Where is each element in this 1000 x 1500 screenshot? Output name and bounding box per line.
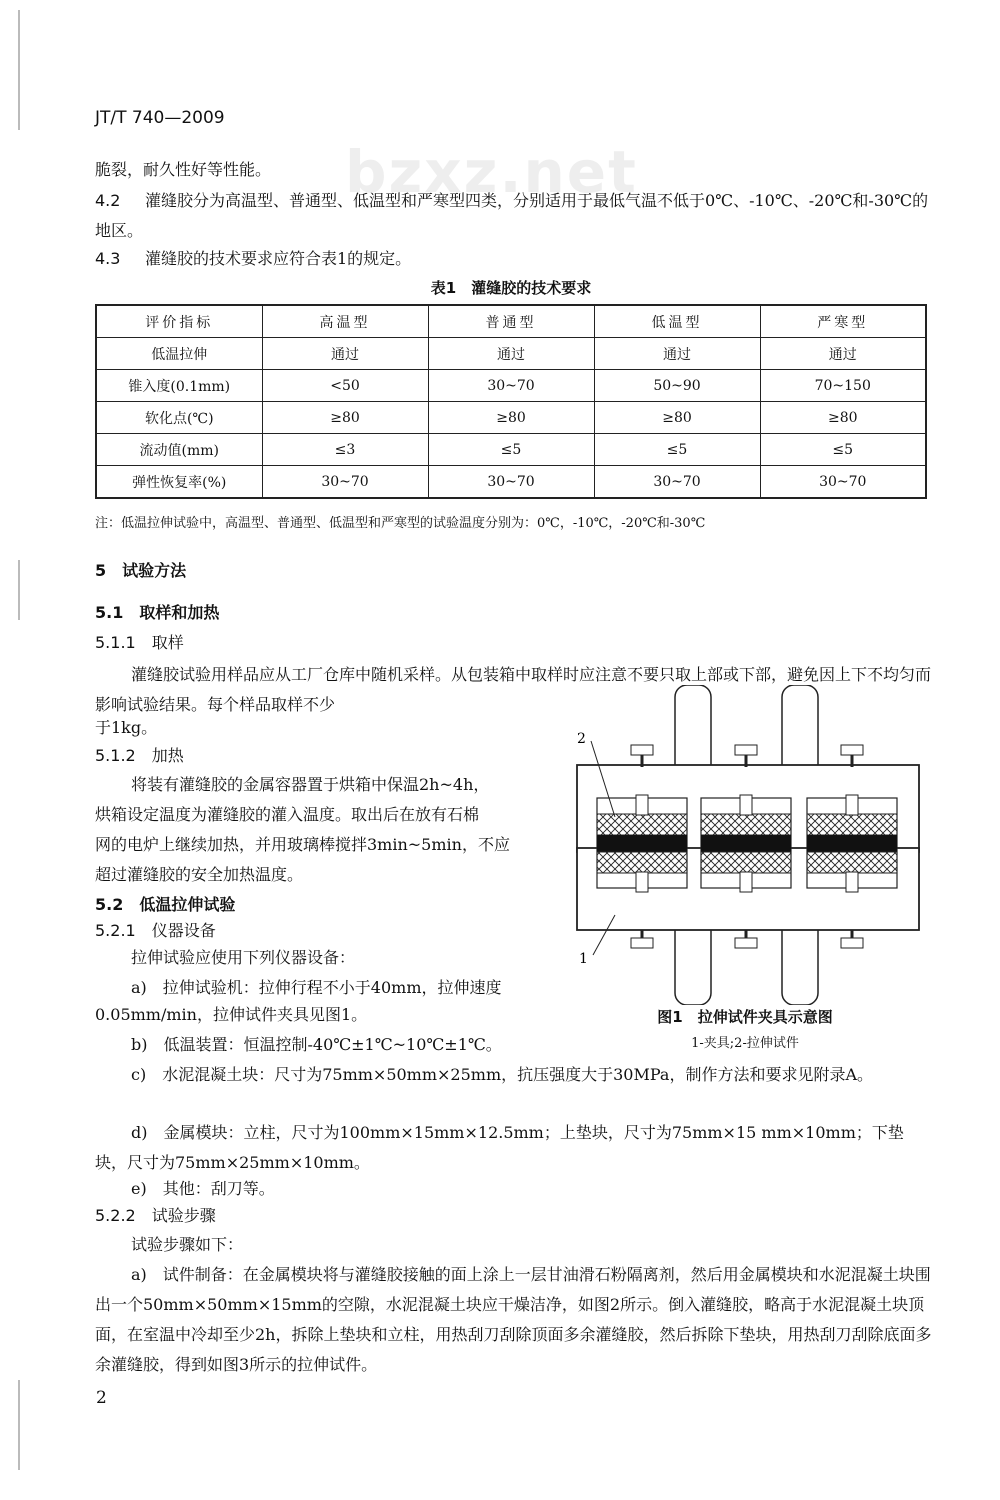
equipment-item-e: e) 其他：刮刀等。 bbox=[131, 1179, 275, 1198]
table-cell: 50~90 bbox=[594, 370, 760, 402]
section-5-1-2-heading: 5.1.2 加热 bbox=[95, 746, 184, 765]
table-cell: ≤5 bbox=[760, 434, 926, 466]
table-note: 注：低温拉伸试验中，高温型、普通型、低温型和严寒型的试验温度分别为：0℃，-10℃，-20℃和-30℃ bbox=[95, 516, 706, 531]
step-a: a) 试件制备：在金属模块将与灌缝胶接触的面上涂上一层甘油滑石粉隔离剂，然后用金属模块和水泥混凝土块围出一个50mm×50mm×15mm的空隙，水泥混凝土块应干燥洁净，如图2所示。倒入灌缝胶，略高于水泥混凝土块顶面，在室温中冷却至少2h，拆除上垫块和立柱，用热刮刀刮除顶面多余灌缝胶，然后拆除下垫块，用热刮刀刮除底面多余灌缝胶，得到如图3所示的拉伸试件。 bbox=[95, 1265, 932, 1374]
scan-edge-line bbox=[18, 1380, 20, 1470]
spec-table bbox=[95, 304, 927, 499]
table-header-cell: 评价指标 bbox=[96, 305, 262, 338]
clause-text: 灌缝胶的技术要求应符合表1的规定。 bbox=[145, 249, 412, 268]
table-cell: 通过 bbox=[594, 338, 760, 370]
bolt bbox=[735, 745, 757, 767]
bolt bbox=[735, 930, 757, 948]
table-header-cell: 普通型 bbox=[428, 305, 594, 338]
fixture-diagram bbox=[575, 685, 935, 1005]
sampling-paragraph-end: 于1kg。 bbox=[95, 718, 158, 737]
table-cell: 70~150 bbox=[760, 370, 926, 402]
intro-line: 脆裂，耐久性好等性能。 bbox=[95, 160, 272, 179]
table-cell: 30~70 bbox=[428, 466, 594, 499]
table-row bbox=[96, 402, 926, 434]
table-cell: ≤5 bbox=[428, 434, 594, 466]
clause-number: 4.3 bbox=[95, 249, 121, 268]
bolt bbox=[841, 930, 863, 948]
label-1: 1 bbox=[579, 951, 588, 967]
standard-code-header: JT/T 740—2009 bbox=[95, 108, 225, 128]
table-cell: 30~70 bbox=[262, 466, 428, 499]
equipment-item-a-cont: 0.05mm/min，拉伸试件夹具见图1。 bbox=[95, 1005, 368, 1024]
table-cell: 软化点(℃) bbox=[96, 402, 262, 434]
table-cell: 30~70 bbox=[428, 370, 594, 402]
equipment-item-d: d) 金属模块：立柱，尺寸为100mm×15mm×12.5mm；上垫块，尺寸为75mm×15 mm×10mm；下垫块，尺寸为75mm×25mm×10mm。 bbox=[95, 1123, 904, 1172]
specimen-cell bbox=[597, 795, 687, 892]
table-cell: 弹性恢复率(%) bbox=[96, 466, 262, 499]
table-row bbox=[96, 466, 926, 499]
section-5-1-heading: 5.1 取样和加热 bbox=[95, 603, 220, 622]
bolt bbox=[631, 745, 653, 767]
sampling-paragraph: 灌缝胶试验用样品应从工厂仓库中随机采样。从包装箱中取样时应注意不要只取上部或下部，避免因上下不均匀而影响试验结果。每个样品取样不少 bbox=[95, 665, 932, 714]
scan-edge-line bbox=[18, 10, 20, 130]
figure-caption: 图1 拉伸试件夹具示意图 bbox=[657, 1008, 833, 1026]
table-cell: ≥80 bbox=[428, 402, 594, 434]
table-header-cell: 低温型 bbox=[594, 305, 760, 338]
heating-line: 烘箱设定温度为灌缝胶的灌入温度。取出后在放有石棉 bbox=[95, 805, 480, 824]
label-2: 2 bbox=[577, 731, 586, 747]
section-5-2-1-heading: 5.2.1 仪器设备 bbox=[95, 921, 216, 940]
table-row bbox=[96, 338, 926, 370]
equipment-item-c: c) 水泥混凝土块：尺寸为75mm×50mm×25mm，抗压强度大于30MPa，制作方法和要求见附录A。 bbox=[131, 1065, 874, 1084]
bolt bbox=[631, 930, 653, 948]
table-caption: 表1 灌缝胶的技术要求 bbox=[430, 279, 592, 297]
table-cell: ≥80 bbox=[262, 402, 428, 434]
table-cell: 通过 bbox=[262, 338, 428, 370]
figure-legend: 1-夹具;2-拉伸试件 bbox=[691, 1036, 799, 1051]
table-cell: ≤5 bbox=[594, 434, 760, 466]
table-cell: ≤3 bbox=[262, 434, 428, 466]
table-cell: 通过 bbox=[428, 338, 594, 370]
heating-line: 将装有灌缝胶的金属容器置于烘箱中保温2h~4h， bbox=[131, 775, 490, 794]
clause-text: 灌缝胶分为高温型、普通型、低温型和严寒型四类，分别适用于最低气温不低于0℃、-10℃、-20℃和-30℃的地区。 bbox=[95, 191, 929, 240]
scan-edge-line bbox=[18, 560, 20, 620]
section-5-2-2-heading: 5.2.2 试验步骤 bbox=[95, 1206, 216, 1225]
section-5-heading: 5 试验方法 bbox=[95, 561, 187, 580]
equipment-intro: 拉伸试验应使用下列仪器设备： bbox=[131, 948, 356, 967]
page-number: 2 bbox=[96, 1388, 107, 1408]
table-header-cell: 高温型 bbox=[262, 305, 428, 338]
table-cell: 锥入度(0.1mm) bbox=[96, 370, 262, 402]
table-cell: 低温拉伸 bbox=[96, 338, 262, 370]
table-row bbox=[96, 434, 926, 466]
watermark: bzxz.net bbox=[345, 138, 638, 206]
heating-line: 超过灌缝胶的安全加热温度。 bbox=[95, 865, 304, 884]
clause-4-2 bbox=[95, 186, 935, 246]
bolt bbox=[841, 745, 863, 767]
table-cell: <50 bbox=[262, 370, 428, 402]
section-5-2-heading: 5.2 低温拉伸试验 bbox=[95, 895, 236, 914]
table-row bbox=[96, 370, 926, 402]
table-cell: 流动值(mm) bbox=[96, 434, 262, 466]
table-header-cell: 严寒型 bbox=[760, 305, 926, 338]
table-cell: ≥80 bbox=[760, 402, 926, 434]
specimen-cell bbox=[807, 795, 897, 892]
table-header-row bbox=[96, 305, 926, 338]
clause-number: 4.2 bbox=[95, 191, 121, 210]
equipment-item-b: b) 低温装置：恒温控制-40℃±1℃~10℃±1℃。 bbox=[131, 1035, 502, 1054]
table-cell: 30~70 bbox=[594, 466, 760, 499]
table-cell: ≥80 bbox=[594, 402, 760, 434]
section-5-1-1-heading: 5.1.1 取样 bbox=[95, 633, 184, 652]
steps-intro: 试验步骤如下： bbox=[131, 1235, 244, 1254]
table-cell: 通过 bbox=[760, 338, 926, 370]
table-cell: 30~70 bbox=[760, 466, 926, 499]
clause-4-3 bbox=[95, 244, 935, 274]
equipment-item-a: a) 拉伸试验机：拉伸行程不小于40mm，拉伸速度 bbox=[131, 978, 502, 997]
specimen-cell bbox=[701, 795, 791, 892]
heating-line: 网的电炉上继续加热，并用玻璃棒搅拌3min~5min，不应 bbox=[95, 835, 510, 854]
